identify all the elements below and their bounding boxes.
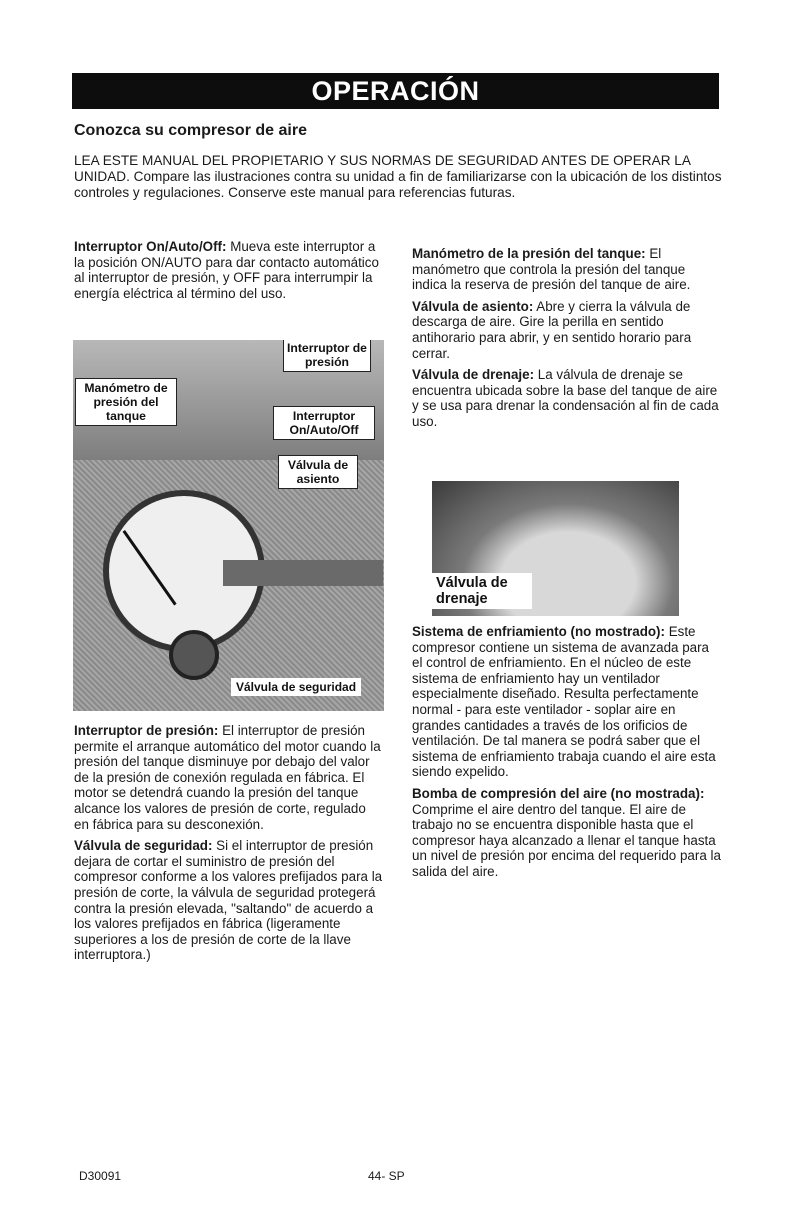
compressor-controls-photo (73, 340, 384, 711)
definition: Mueva este interruptor a la posición ON/AUTO para dar contacto automático al interruptor de presión, y OFF para interrumpir la energía eléctrica al término del uso. (74, 239, 379, 301)
term: Interruptor de presión: (74, 723, 219, 738)
term: Manómetro de la presión del tanque: (412, 246, 646, 261)
left-column-top (74, 239, 384, 307)
gauge-description (412, 246, 722, 293)
left-column-bottom (74, 723, 384, 969)
term: Válvula de seguridad: (74, 838, 213, 854)
label-seat-valve: Válvula de asiento (278, 455, 358, 489)
section-banner: OPERACIÓN (72, 73, 719, 109)
section-title: Conozca su compresor de aire (74, 122, 307, 139)
cooling-description (412, 624, 722, 780)
label-safety-valve: Válvula de seguridad (231, 678, 361, 696)
definition: Este compresor contiene un sistema de avanzada para el control de enfriamiento. En el núcleo de este sistema de enfriamiento hay un ventilador especialmente diseñado. Resulta perfectamente normal - para este ventilador - soplar aire en grandes cantidades a través de los orificios de ventilación. De tal manera se podrá saber que el sistema de enfriamiento trabaja cuando el aire esta siendo expelido. (412, 624, 716, 780)
onauto-description (74, 239, 384, 301)
right-column-bottom (412, 624, 722, 886)
safety-valve-shape (169, 630, 219, 680)
definition: Abre y cierra la válvula de descarga de aire. Gire la perilla en sentido antihorario para abrir, y en sentido horario para cerrar. (412, 298, 692, 361)
safety-valve-description (74, 838, 384, 963)
definition: Comprime el aire dentro del tanque. El aire de trabajo no se encuentra disponible hasta que el compresor haya alcanzado a llenar el tanque hasta un nivel de presión por encima del requerido para la salida del aire. (412, 801, 721, 879)
right-column-top (412, 246, 722, 436)
label-onauto-switch: Interruptor On/Auto/Off (273, 406, 375, 440)
term: Válvula de drenaje: (412, 367, 535, 383)
drain-valve-photo (432, 481, 679, 616)
pressure-switch-description (74, 723, 384, 832)
drain-valve-description (412, 367, 722, 429)
intro-paragraph: LEA ESTE MANUAL DEL PROPIETARIO Y SUS NORMAS DE SEGURIDAD ANTES DE OPERAR LA UNIDAD. Compare las ilustraciones contra su unidad a fin de familiarizarse con la ubicación de los distintos controles y regulaciones. Conserve este manual para referencias futuras. (74, 153, 722, 201)
page-number: 44- SP (368, 1169, 405, 1183)
definition: La válvula de drenaje se encuentra ubicada sobre la base del tanque de aire y se usa para drenar la condensación al fin de cada uso. (412, 367, 719, 429)
term: Sistema de enfriamiento (no mostrado): (412, 624, 665, 639)
definition: El interruptor de presión permite el arranque automático del motor cuando la presión del tanque disminuye por debajo del valor de la presión de conexión regulada en fábrica. El motor se detendrá cuando la presión del tanque alcance los valores de presión de corte, regulado en fábrica para su desconexión. (74, 723, 381, 832)
label-drain-valve: Válvula de drenaje (432, 573, 532, 609)
term: Interruptor On/Auto/Off: (74, 239, 227, 254)
seat-valve-description (412, 299, 722, 361)
document-id: D30091 (79, 1169, 122, 1183)
term: Bomba de compresión del aire (no mostrada): (412, 785, 705, 801)
definition: El manómetro que controla la presión del tanque indica la reserva de presión del tanque de aire. (412, 246, 691, 293)
pump-description (412, 786, 722, 880)
definition: Si el interruptor de presión dejara de cortar el suministro de presión del compresor conforme a los valores prefijados para la presión de corte, la válvula de seguridad protegerá contra la presión elevada, "saltando" de acuerdo a los valores prefijados en fábrica (ligeramente superiores a los de presión de corte de la llave interruptora.) (74, 838, 383, 963)
term: Válvula de asiento: (412, 298, 534, 314)
label-tank-gauge: Manómetro de presión del tanque (75, 378, 177, 426)
pipe-shape (223, 560, 383, 586)
label-pressure-switch: Interruptor de presión (283, 340, 371, 372)
